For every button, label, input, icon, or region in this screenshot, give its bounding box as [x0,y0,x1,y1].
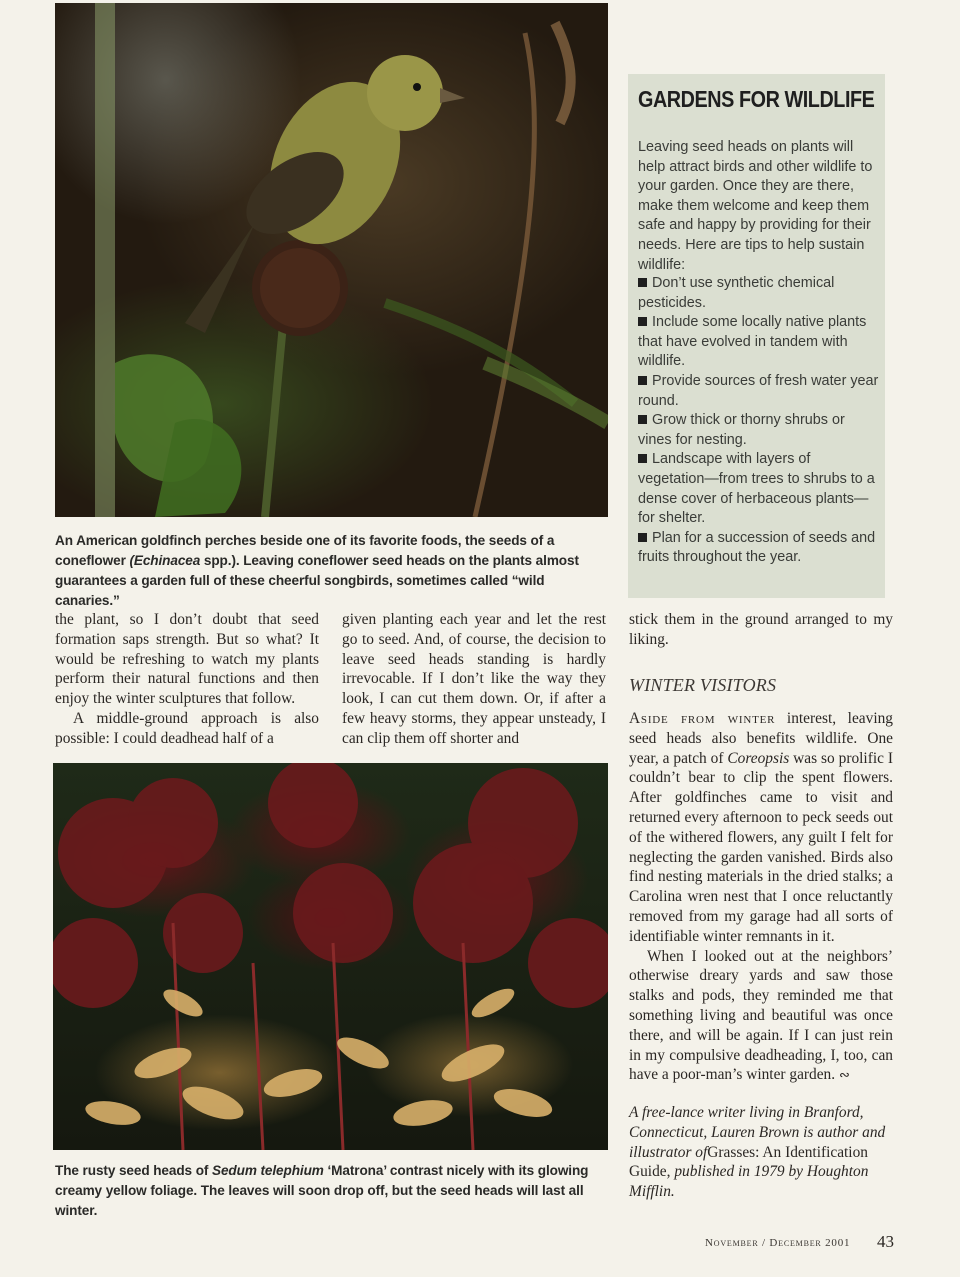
paragraph: stick them in the ground arranged to my liking. [629,611,893,648]
issue-footer [705,1237,850,1249]
caption-text: ‘Matrona’ contrast nicely with its glowing creamy yellow foliage. The leaves will soon drop off, but the seed heads will last all winter. [55,1163,589,1218]
paragraph-text: interest, leaving seed heads also benefits wildlife. One year, a patch of [629,710,893,767]
wildlife-sidebar [628,74,885,598]
paragraph [629,709,893,947]
caption-italic: Sedum telephium [212,1163,324,1178]
book-title: Grasses: An Identification Guide, [629,1143,868,1181]
sedum-caption [55,1161,610,1221]
tip-text: Landscape with layers of vegetation—from trees to shrubs to a dense cover of herbaceous plants—for shelter. [638,451,875,527]
tip-item [638,411,880,450]
bullet-icon [638,317,647,326]
issue-date: November / December 2001 [705,1237,851,1249]
tip-item [638,529,880,568]
bullet-icon [638,454,647,463]
tip-item [638,274,880,313]
caption-text: The rusty seed heads of [55,1163,212,1178]
bullet-icon [638,533,647,542]
caption-text: spp.). Leaving coneflower seed heads on the plants almost guarantees a garden full of these cheerful songbirds, sometimes called “wild canaries.” [55,553,579,608]
goldfinch-caption [55,531,610,611]
sidebar-tip-list [638,274,880,568]
column-3-body [629,709,893,1085]
column-1 [55,610,319,749]
sidebar-title: GARDENS FOR WILDLIFE [638,86,875,112]
goldfinch-photo [55,3,608,517]
photo-credit [0,942,1,1150]
tip-text: Don’t use synthetic chemical pesticides. [638,275,835,311]
bullet-icon [638,376,647,385]
bio-text: published in 1979 by Houghton Mifflin. [629,1163,869,1201]
end-mark-icon: ∾ [838,1067,850,1083]
lead-in: Aside from winter [629,710,776,727]
page-number: 43 [877,1232,894,1251]
sidebar-intro: Leaving seed heads on plants will help attract birds and other wildlife to your garden. Once they are there, make them welcome and keep them safe and happy by providing for their needs. Here are tips to help sustain wildlife: [638,139,873,273]
goldfinch-illustration [55,3,608,517]
tip-text: Include some locally native plants that have evolved in tandem with wildlife. [638,314,867,370]
bullet-icon [638,415,647,424]
tip-item [638,313,880,372]
sedum-illustration [53,763,608,1150]
paragraph [629,947,893,1086]
paragraph-text: When I looked out at the neighbors’ otherwise dreary yards and saw those stalks and pods, they reminded me that something living and beautiful was once there, and will be again. If I can just rein in my compulsive deadheading, I, too, can have a poor-man’s winter garden. [629,947,893,1084]
tip-text: Provide sources of fresh water year round. [638,372,879,409]
section-subhead: WINTER VISITORS [629,675,777,695]
column-2 [342,610,606,749]
tip-item [638,372,880,411]
paragraph: the plant, so I don’t doubt that seed formation saps strength. But so what? It would be refreshing to watch my plants perform their natural functions and then enjoy the winter sculptures that follow. [55,611,319,708]
column-3 [629,610,893,650]
paragraph-text: was so prolific I couldn’t bear to clip the spent flowers. After goldfinches came to visit and returned every afternoon to peck seeds out of the withered flowers, any guilt I felt for neglecting the garden vanished. Birds also find nesting materials in the dried stalks; a Carolina wren nest that I once reluctantly removed from my garage had all sorts of identifiable winter remnants in it. [629,749,893,945]
author-bio [629,1103,893,1202]
tip-text: Plan for a succession of seeds and fruits throughout the year. [638,529,876,566]
tip-item [638,450,880,528]
bullet-icon [638,278,647,287]
caption-italic: (Echinacea [129,553,201,568]
caption-text: An American goldfinch perches beside one of its favorite foods, the seeds of a coneflower [55,533,555,568]
paragraph: A middle-ground approach is also possible: I could deadhead half of a [55,709,319,747]
tip-text: Grow thick or thorny shrubs or vines for nesting. [638,412,845,448]
italic-term: Coreopsis [727,749,790,767]
sedum-photo [53,763,608,1150]
bio-text: A free-lance writer living in Branford, Connecticut, Lauren Brown is author and illustrator of [629,1104,886,1161]
paragraph: given planting each year and let the rest go to seed. And, of course, the decision to leave seed heads standing is hardly irrevocable. If I don’t like the way they look, I can cut them down. Or, if after a few heavy storms, they appear unsteady, I can clip them off shorter and [342,611,606,747]
